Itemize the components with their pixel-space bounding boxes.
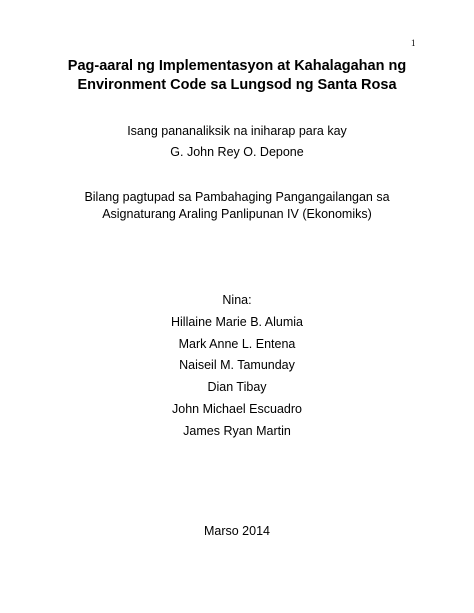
authors-block — [20, 290, 454, 443]
author-name: Dian Tibay — [207, 380, 267, 395]
instructor-name: G. John Rey O. Depone — [170, 145, 304, 159]
purpose-block — [20, 189, 454, 223]
presented-to-block — [20, 123, 454, 161]
page-number: 1 — [411, 38, 416, 48]
submission-date: Marso 2014 — [203, 524, 270, 538]
author-name: Naiseil M. Tamunday — [179, 358, 295, 373]
author-name: James Ryan Martin — [183, 423, 291, 438]
purpose-line-2: Asignaturang Araling Panlipunan IV (Ekonomiks) — [102, 207, 372, 221]
document-title — [20, 57, 454, 95]
presented-to-line: Isang pananaliksik na iniharap para kay — [127, 124, 347, 138]
authors-label: Nina: — [222, 293, 252, 307]
author-name: John Michael Escuadro — [172, 401, 302, 416]
title-line-1: Pag-aaral ng Implementasyon at Kahalagahan ng — [67, 58, 407, 74]
author-name: Mark Anne L. Entena — [178, 336, 296, 351]
title-line-2: Environment Code sa Lungsod ng Santa Rosa — [77, 77, 397, 93]
author-name: Hillaine Marie B. Alumia — [171, 314, 303, 329]
purpose-line-1: Bilang pagtupad sa Pambahaging Pangangailangan sa — [84, 190, 390, 204]
